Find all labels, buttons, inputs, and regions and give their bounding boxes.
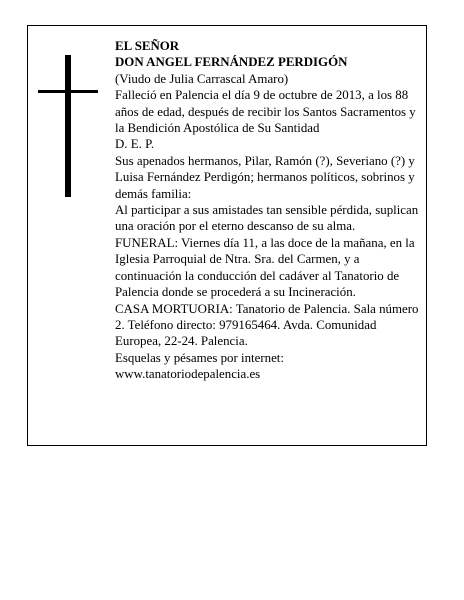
cross-horizontal-bar <box>38 90 98 93</box>
rip-line: D. E. P. <box>115 137 155 152</box>
mortuary-paragraph: CASA MORTUORIA: Tanatorio de Palencia. Sala número 2. Teléfono directo: 979165464. Avda. Comunidad Europea, 22-24. Palencia. <box>115 301 419 349</box>
deceased-subtitle: (Viudo de Julia Carrascal Amaro) <box>115 71 289 86</box>
death-paragraph: Falleció en Palencia el día 9 de octubre de 2013, a los 88 años de edad, después de recibir los Santos Sacramentos y la Bendición Apostólica de Su Santidad <box>115 88 416 136</box>
cross-vertical-bar <box>65 55 71 197</box>
funeral-paragraph: FUNERAL: Viernes día 11, a las doce de la mañana, en la Iglesia Parroquial de Ntra. Sra. del Carmen, y a continuación la conducción del cadáver al Tanatorio de Palencia donde se procederá a su Incineración. <box>115 235 415 300</box>
request-paragraph: Al participar a sus amistades tan sensible pérdida, suplican una oración por el eterno descanso de su alma. <box>115 203 419 234</box>
obituary-text-block <box>115 38 420 383</box>
deceased-name: DON ANGEL FERNÁNDEZ PERDIGÓN <box>115 55 348 70</box>
family-paragraph: Sus apenados hermanos, Pilar, Ramón (?), Severiano (?) y Luisa Fernández Perdigón; hermanos políticos, sobrinos y demás familia: <box>115 153 415 201</box>
internet-label: Esquelas y pésames por internet: <box>115 350 284 365</box>
latin-cross-icon <box>38 55 98 197</box>
website-link[interactable]: www.tanatoriodepalencia.es <box>115 367 261 382</box>
notice-heading: EL SEÑOR <box>115 39 180 53</box>
